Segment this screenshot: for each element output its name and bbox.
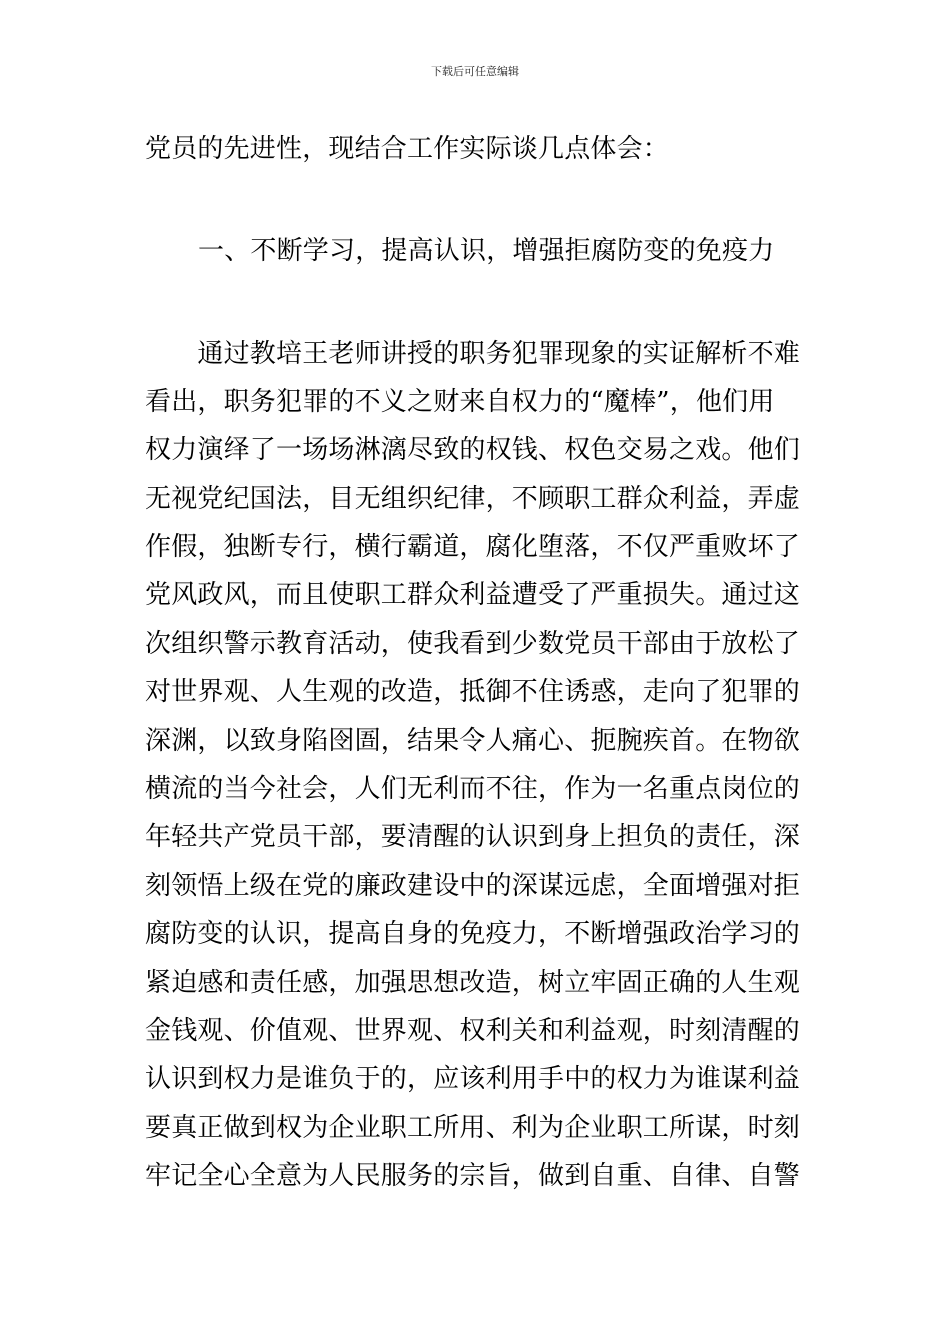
paragraph-line: 金钱观、价值观、世界观、权利关和利益观，时刻清醒的 — [145, 1016, 801, 1046]
paragraph-line: 深渊，以致身陷囹圄，结果令人痛心、扼腕疾首。在物欲 — [145, 726, 801, 756]
paragraph-line: 对世界观、人生观的改造，抵御不住诱惑，走向了犯罪的 — [145, 677, 801, 707]
paragraph-line: 腐防变的认识，提高自身的免疫力，不断增强政治学习的 — [145, 919, 801, 949]
paragraph-line: 看出，职务犯罪的不义之财来自权力的“魔棒”，他们用 — [145, 387, 775, 417]
paragraph-line: 横流的当今社会，人们无利而不往，作为一名重点岗位的 — [145, 774, 801, 804]
section-heading: 一、不断学习，提高认识，增强拒腐防变的免疫力 — [198, 236, 775, 266]
page-header: 下载后可任意编辑 — [431, 65, 519, 78]
paragraph-line: 刻领悟上级在党的廉政建设中的深谋远虑，全面增强对拒 — [145, 871, 801, 901]
opening-line: 党员的先进性，现结合工作实际谈几点体会： — [145, 134, 670, 164]
paragraph-line: 权力演绎了一场场淋漓尽致的权钱、权色交易之戏。他们 — [145, 435, 801, 465]
paragraph-line: 年轻共产党员干部，要清醒的认识到身上担负的责任，深 — [145, 822, 801, 852]
paragraph-line: 次组织警示教育活动，使我看到少数党员干部由于放松了 — [145, 629, 801, 659]
paragraph-line: 党风政风，而且使职工群众利益遭受了严重损失。通过这 — [145, 580, 801, 610]
paragraph-line: 要真正做到权为企业职工所用、利为企业职工所谋，时刻 — [145, 1113, 801, 1143]
paragraph-line: 通过教培王老师讲授的职务犯罪现象的实证解析不难 — [145, 339, 801, 369]
paragraph-line: 无视党纪国法，目无组织纪律，不顾职工群众利益，弄虚 — [145, 484, 801, 514]
paragraph-line: 紧迫感和责任感，加强思想改造，树立牢固正确的人生观 — [145, 968, 801, 998]
paragraph-line: 作假，独断专行，横行霸道，腐化堕落，不仅严重败坏了 — [145, 532, 801, 562]
paragraph-line: 牢记全心全意为人民服务的宗旨，做到自重、自律、自警 — [145, 1161, 801, 1191]
paragraph-line: 认识到权力是谁负于的，应该利用手中的权力为谁谋利益 — [145, 1064, 801, 1094]
